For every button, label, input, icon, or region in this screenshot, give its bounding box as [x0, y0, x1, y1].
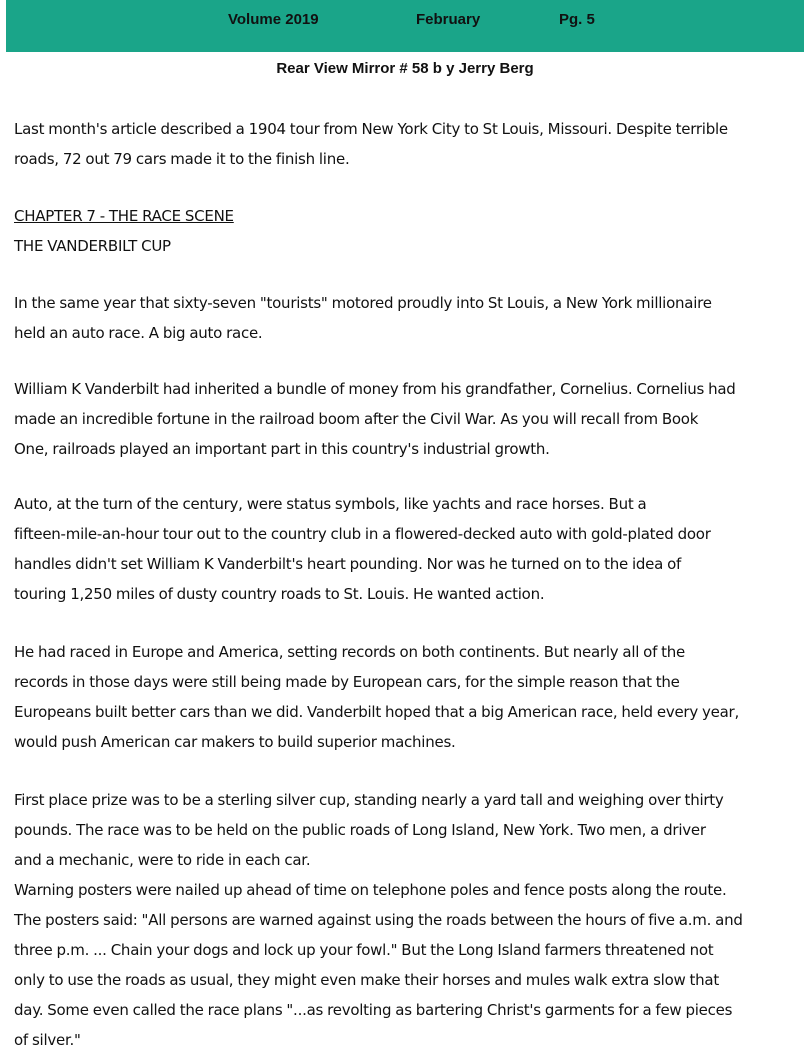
chapter-headings — [14, 201, 798, 261]
text-line: Last month's article described a 1904 tour from New York City to St Louis, Missouri. Despite terrible — [14, 120, 728, 138]
text-line: touring 1,250 miles of dusty country roads to St. Louis. He wanted action. — [14, 585, 545, 603]
header-page-number: Pg. 5 — [559, 11, 595, 28]
article-title: Rear View Mirror # 58 b y Jerry Berg — [276, 60, 534, 77]
text-line: One, railroads played an important part in this country's industrial growth. — [14, 440, 550, 458]
paragraph — [14, 288, 798, 348]
text-line: He had raced in Europe and America, setting records on both continents. But nearly all of the — [14, 643, 686, 661]
paragraph — [14, 637, 798, 757]
text-line: handles didn't set William K Vanderbilt's heart pounding. Nor was he turned on to the idea of — [14, 555, 682, 573]
text-line: only to use the roads as usual, they might even make their horses and mules walk extra slow that — [14, 971, 719, 989]
text-line: roads, 72 out 79 cars made it to the finish line. — [14, 150, 350, 168]
text-line: pounds. The race was to be held on the public roads of Long Island, New York. Two men, a driver — [14, 821, 706, 839]
chapter-heading: CHAPTER 7 - THE RACE SCENE — [14, 207, 234, 225]
text-line: Auto, at the turn of the century, were status symbols, like yachts and race horses. But a — [14, 495, 647, 513]
text-line: would push American car makers to build superior machines. — [14, 733, 456, 751]
paragraph — [14, 374, 798, 464]
header-band — [6, 0, 804, 52]
text-line: day. Some even called the race plans "...as revolting as bartering Christ's garments for a few pieces — [14, 1001, 733, 1019]
paragraph — [14, 785, 798, 1055]
text-line: fifteen-mile-an-hour tour out to the country club in a flowered-decked auto with gold-plated door — [14, 525, 711, 543]
text-line: records in those days were still being made by European cars, for the simple reason that the — [14, 673, 680, 691]
text-line: Europeans built better cars than we did. Vanderbilt hoped that a big American race, held every year, — [14, 703, 739, 721]
text-line: made an incredible fortune in the railroad boom after the Civil War. As you will recall from Book — [14, 410, 699, 428]
text-line: In the same year that sixty-seven "tourists" motored proudly into St Louis, a New York millionaire — [14, 294, 712, 312]
header-month: February — [416, 11, 481, 28]
text-line: and a mechanic, were to ride in each car. — [14, 851, 311, 869]
intro-paragraph — [14, 114, 798, 174]
text-line: Warning posters were nailed up ahead of time on telephone poles and fence posts along the route. — [14, 881, 727, 899]
text-line: William K Vanderbilt had inherited a bundle of money from his grandfather, Cornelius. Cornelius had — [14, 380, 736, 398]
text-line: The posters said: "All persons are warned against using the roads between the hours of five a.m. and — [14, 911, 743, 929]
header-volume: Volume 2019 — [228, 11, 319, 28]
text-line: First place prize was to be a sterling silver cup, standing nearly a yard tall and weighing over thirty — [14, 791, 724, 809]
text-line: held an auto race. A big auto race. — [14, 324, 263, 342]
text-line: three p.m. ... Chain your dogs and lock up your fowl." But the Long Island farmers threatened not — [14, 941, 714, 959]
section-heading: THE VANDERBILT CUP — [14, 237, 171, 255]
text-line: of silver." — [14, 1031, 81, 1049]
paragraph — [14, 489, 798, 609]
